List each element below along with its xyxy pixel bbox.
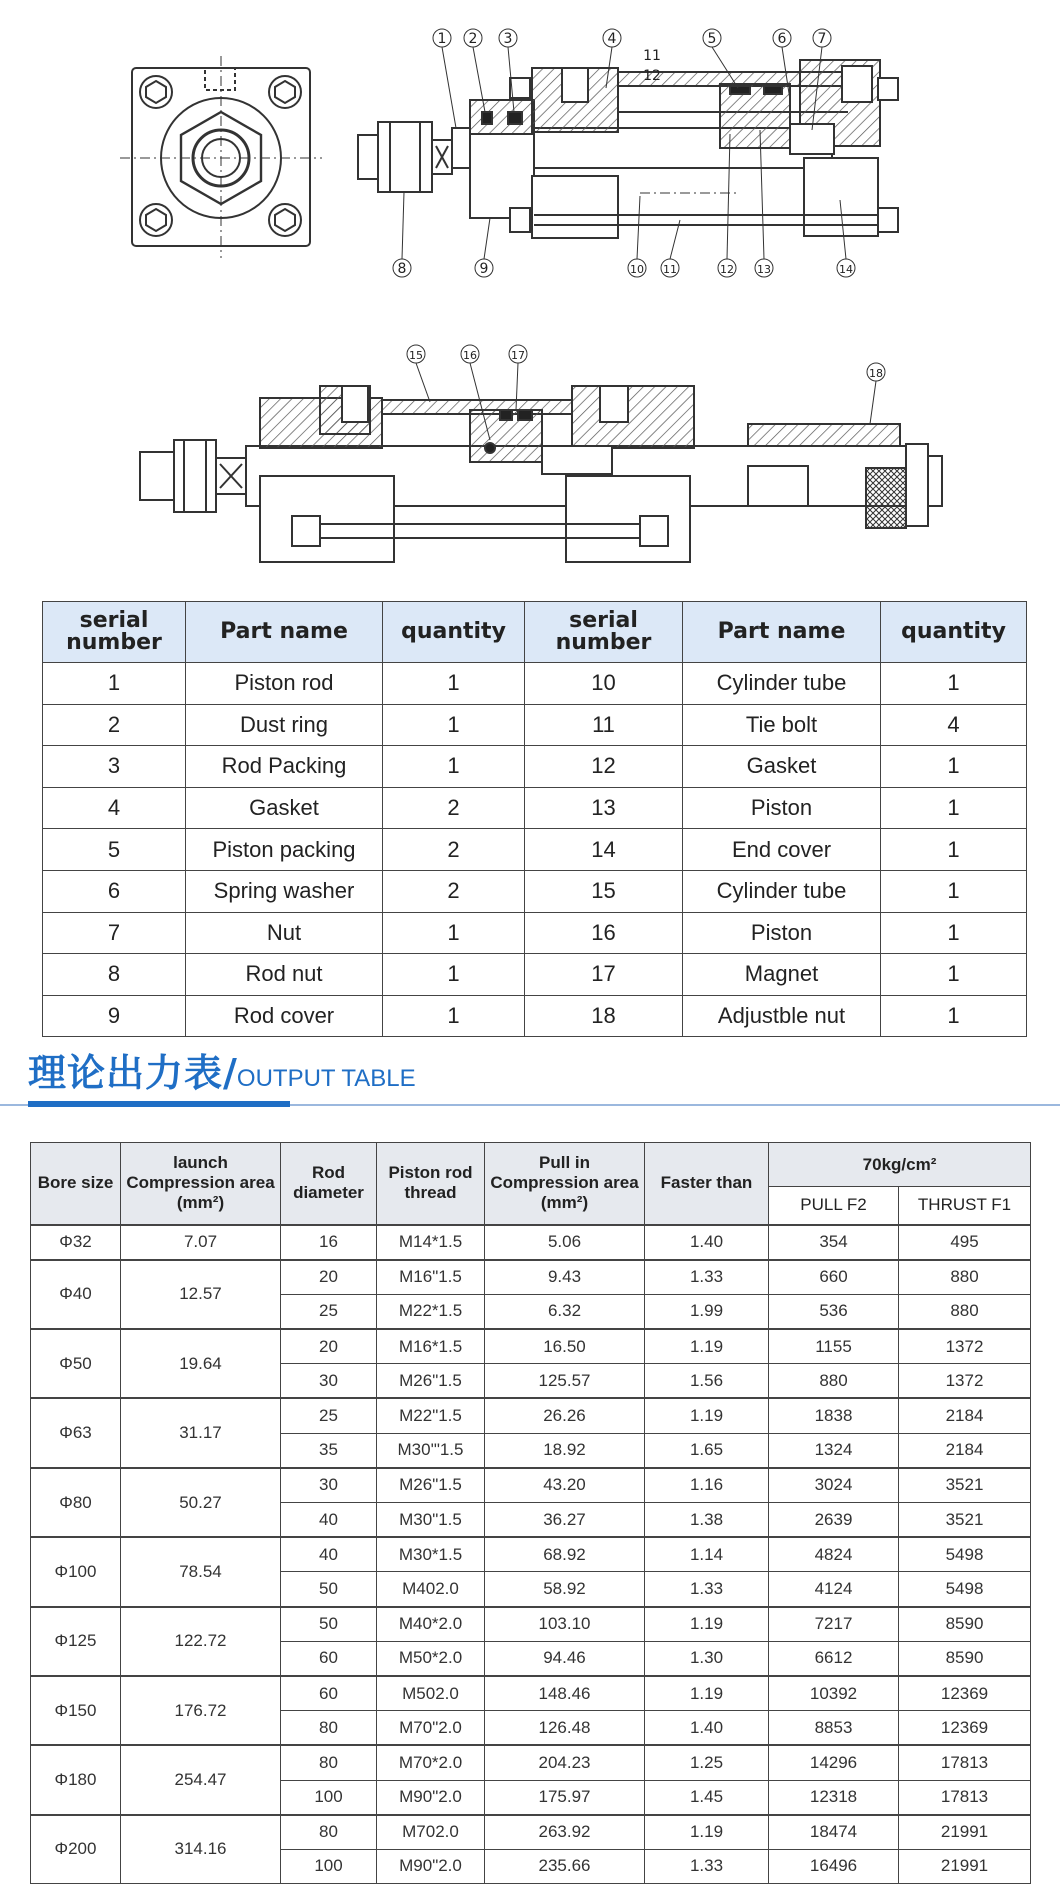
- quantity-cell: 1: [383, 954, 525, 996]
- quantity-cell: 1: [881, 663, 1027, 705]
- svg-text:2: 2: [468, 31, 478, 47]
- faster-than-cell: 1.40: [645, 1711, 769, 1746]
- quantity-cell: 2: [383, 870, 525, 912]
- thread-cell: M30"1.5: [377, 1503, 485, 1538]
- parts-table-body: [43, 663, 1027, 1037]
- header-pressure: 70kg/cm²: [769, 1143, 1031, 1187]
- rod-diameter-cell: 20: [281, 1260, 377, 1295]
- table-row: [43, 954, 1027, 996]
- pull-in-area-cell: 36.27: [485, 1503, 645, 1538]
- thread-cell: M26"1.5: [377, 1468, 485, 1503]
- rod-diameter-cell: 35: [281, 1433, 377, 1468]
- launch-area-cell: 12.57: [121, 1260, 281, 1329]
- pull-in-area-cell: 103.10: [485, 1607, 645, 1642]
- part-name-cell: Magnet: [683, 954, 881, 996]
- thrust-f1-cell: 495: [899, 1225, 1031, 1260]
- heading-slash: /: [223, 1051, 237, 1095]
- heading-accent-bar: [28, 1101, 290, 1107]
- table-row: [31, 1537, 1031, 1572]
- part-name-cell: Rod cover: [186, 995, 383, 1037]
- pull-in-area-cell: 58.92: [485, 1572, 645, 1607]
- thread-cell: M22"1.5: [377, 1398, 485, 1433]
- pull-f2-cell: 16496: [769, 1849, 899, 1883]
- pull-f2-cell: 2639: [769, 1503, 899, 1538]
- svg-text:17: 17: [511, 349, 525, 362]
- quantity-cell: 1: [881, 995, 1027, 1037]
- table-row: [43, 912, 1027, 954]
- part-name-cell: Gasket: [186, 787, 383, 829]
- rod-diameter-cell: 40: [281, 1503, 377, 1538]
- quantity-cell: 4: [881, 704, 1027, 746]
- bore-size-cell: Φ80: [31, 1468, 121, 1537]
- table-row: [43, 787, 1027, 829]
- serial-number-cell: 9: [43, 995, 186, 1037]
- cylinder-technical-drawing: [0, 0, 1060, 590]
- header-part-name: Part name: [186, 602, 383, 663]
- quantity-cell: 1: [881, 870, 1027, 912]
- serial-number-cell: 16: [525, 912, 683, 954]
- part-name-cell: Gasket: [683, 746, 881, 788]
- thrust-f1-cell: 12369: [899, 1711, 1031, 1746]
- part-name-cell: Piston packing: [186, 829, 383, 871]
- rod-diameter-cell: 80: [281, 1745, 377, 1780]
- bore-size-cell: Φ32: [31, 1225, 121, 1260]
- bore-size-cell: Φ63: [31, 1398, 121, 1467]
- bore-size-cell: Φ50: [31, 1329, 121, 1398]
- faster-than-cell: 1.25: [645, 1745, 769, 1780]
- quantity-cell: 1: [383, 746, 525, 788]
- rod-diameter-cell: 50: [281, 1607, 377, 1642]
- svg-text:18: 18: [869, 367, 883, 380]
- pull-in-area-cell: 26.26: [485, 1398, 645, 1433]
- bore-size-cell: Φ150: [31, 1676, 121, 1745]
- quantity-cell: 1: [383, 663, 525, 705]
- callout-17: [509, 345, 527, 363]
- bore-size-cell: Φ180: [31, 1745, 121, 1814]
- launch-area-cell: 50.27: [121, 1468, 281, 1537]
- table-row: [31, 1329, 1031, 1364]
- serial-number-cell: 10: [525, 663, 683, 705]
- callout-4: [603, 29, 621, 47]
- faster-than-cell: 1.19: [645, 1676, 769, 1711]
- callout-6: [773, 29, 791, 47]
- serial-number-cell: 6: [43, 870, 186, 912]
- pull-f2-cell: 6612: [769, 1641, 899, 1676]
- pull-f2-cell: 18474: [769, 1815, 899, 1850]
- serial-number-cell: 1: [43, 663, 186, 705]
- part-name-cell: Rod nut: [186, 954, 383, 996]
- thrust-f1-cell: 8590: [899, 1607, 1031, 1642]
- faster-than-cell: 1.19: [645, 1398, 769, 1433]
- serial-number-cell: 4: [43, 787, 186, 829]
- table-row: [31, 1676, 1031, 1711]
- part-name-cell: Adjustble nut: [683, 995, 881, 1037]
- thrust-f1-cell: 3521: [899, 1503, 1031, 1538]
- pull-f2-cell: 4124: [769, 1572, 899, 1607]
- serial-number-cell: 12: [525, 746, 683, 788]
- serial-number-cell: 17: [525, 954, 683, 996]
- faster-than-cell: 1.38: [645, 1503, 769, 1538]
- pull-f2-cell: 1838: [769, 1398, 899, 1433]
- pull-in-area-cell: 125.57: [485, 1364, 645, 1399]
- header-quantity: quantity: [383, 602, 525, 663]
- pull-f2-cell: 660: [769, 1260, 899, 1295]
- part-name-cell: Dust ring: [186, 704, 383, 746]
- rod-diameter-cell: 25: [281, 1398, 377, 1433]
- svg-text:12: 12: [720, 263, 734, 276]
- callout-3: [499, 29, 517, 47]
- svg-text:9: 9: [479, 261, 489, 277]
- table-row: [43, 746, 1027, 788]
- svg-text:16: 16: [463, 349, 477, 362]
- launch-area-cell: 176.72: [121, 1676, 281, 1745]
- pull-f2-cell: 10392: [769, 1676, 899, 1711]
- faster-than-cell: 1.33: [645, 1849, 769, 1883]
- pull-in-area-cell: 94.46: [485, 1641, 645, 1676]
- thrust-f1-cell: 21991: [899, 1849, 1031, 1883]
- output-table-body: [31, 1225, 1031, 1884]
- callout-14: [837, 259, 855, 277]
- table-row: [31, 1745, 1031, 1780]
- rod-diameter-cell: 30: [281, 1468, 377, 1503]
- faster-than-cell: 1.30: [645, 1641, 769, 1676]
- thread-cell: M14*1.5: [377, 1225, 485, 1260]
- faster-than-cell: 1.33: [645, 1260, 769, 1295]
- bore-size-cell: Φ40: [31, 1260, 121, 1329]
- svg-text:13: 13: [757, 263, 771, 276]
- header-serial-number: serial number: [525, 602, 683, 663]
- header-serial-number: serial number: [43, 602, 186, 663]
- thread-cell: M702.0: [377, 1815, 485, 1850]
- bore-size-cell: Φ125: [31, 1607, 121, 1676]
- table-row: [31, 1398, 1031, 1433]
- svg-text:11: 11: [663, 263, 677, 276]
- rod-diameter-cell: 30: [281, 1364, 377, 1399]
- part-name-cell: Cylinder tube: [683, 663, 881, 705]
- table-row: [31, 1225, 1031, 1260]
- table-row: [31, 1815, 1031, 1850]
- thrust-f1-cell: 1372: [899, 1364, 1031, 1399]
- quantity-cell: 1: [383, 912, 525, 954]
- launch-area-cell: 31.17: [121, 1398, 281, 1467]
- svg-text:5: 5: [707, 31, 717, 47]
- rod-diameter-cell: 50: [281, 1572, 377, 1607]
- rod-diameter-cell: 80: [281, 1711, 377, 1746]
- pull-in-area-cell: 204.23: [485, 1745, 645, 1780]
- thrust-f1-cell: 880: [899, 1260, 1031, 1295]
- part-name-cell: Cylinder tube: [683, 870, 881, 912]
- part-name-cell: Piston: [683, 787, 881, 829]
- thrust-f1-cell: 21991: [899, 1815, 1031, 1850]
- faster-than-cell: 1.16: [645, 1468, 769, 1503]
- rod-diameter-cell: 100: [281, 1849, 377, 1883]
- launch-area-cell: 78.54: [121, 1537, 281, 1606]
- thread-cell: M30'"1.5: [377, 1433, 485, 1468]
- faster-than-cell: 1.19: [645, 1607, 769, 1642]
- serial-number-cell: 14: [525, 829, 683, 871]
- part-name-cell: Tie bolt: [683, 704, 881, 746]
- parts-table: [42, 601, 1027, 1037]
- quantity-cell: 1: [383, 995, 525, 1037]
- callout-13: [755, 259, 773, 277]
- serial-number-cell: 3: [43, 746, 186, 788]
- thread-cell: M402.0: [377, 1572, 485, 1607]
- label-12: 12: [643, 68, 661, 84]
- thread-cell: M30*1.5: [377, 1537, 485, 1572]
- header-part-name: Part name: [683, 602, 881, 663]
- faster-than-cell: 1.45: [645, 1780, 769, 1815]
- callout-5: [703, 29, 721, 47]
- table-row: [43, 995, 1027, 1037]
- header-rod-diameter: Rod diameter: [281, 1143, 377, 1225]
- header-faster-than: Faster than: [645, 1143, 769, 1225]
- launch-area-cell: 19.64: [121, 1329, 281, 1398]
- callout-9: [475, 259, 493, 277]
- thrust-f1-cell: 3521: [899, 1468, 1031, 1503]
- svg-text:8: 8: [397, 261, 407, 277]
- rod-diameter-cell: 16: [281, 1225, 377, 1260]
- quantity-cell: 1: [881, 787, 1027, 829]
- svg-text:14: 14: [839, 263, 853, 276]
- header-pull-f2: PULL F2: [769, 1187, 899, 1225]
- pull-in-area-cell: 263.92: [485, 1815, 645, 1850]
- quantity-cell: 1: [881, 912, 1027, 954]
- pull-in-area-cell: 9.43: [485, 1260, 645, 1295]
- quantity-cell: 1: [383, 704, 525, 746]
- faster-than-cell: 1.65: [645, 1433, 769, 1468]
- callout-1: [433, 29, 451, 47]
- pull-in-area-cell: 16.50: [485, 1329, 645, 1364]
- quantity-cell: 2: [383, 829, 525, 871]
- faster-than-cell: 1.40: [645, 1225, 769, 1260]
- thrust-f1-cell: 5498: [899, 1572, 1031, 1607]
- launch-area-cell: 314.16: [121, 1815, 281, 1884]
- pull-f2-cell: 536: [769, 1294, 899, 1329]
- quantity-cell: 1: [881, 829, 1027, 871]
- heading-english: OUTPUT TABLE: [236, 1065, 416, 1092]
- launch-area-cell: 122.72: [121, 1607, 281, 1676]
- pull-in-area-cell: 18.92: [485, 1433, 645, 1468]
- pull-in-area-cell: 5.06: [485, 1225, 645, 1260]
- pull-in-area-cell: 175.97: [485, 1780, 645, 1815]
- pull-f2-cell: 12318: [769, 1780, 899, 1815]
- callout-11: [661, 259, 679, 277]
- lower-section-view: [140, 386, 942, 562]
- thrust-f1-cell: 2184: [899, 1433, 1031, 1468]
- pull-in-area-cell: 235.66: [485, 1849, 645, 1883]
- thread-cell: M502.0: [377, 1676, 485, 1711]
- callout-12: [718, 259, 736, 277]
- serial-number-cell: 13: [525, 787, 683, 829]
- header-quantity: quantity: [881, 602, 1027, 663]
- thrust-f1-cell: 1372: [899, 1329, 1031, 1364]
- thrust-f1-cell: 8590: [899, 1641, 1031, 1676]
- thrust-f1-cell: 12369: [899, 1676, 1031, 1711]
- faster-than-cell: 1.33: [645, 1572, 769, 1607]
- pull-in-area-cell: 68.92: [485, 1537, 645, 1572]
- quantity-cell: 1: [881, 746, 1027, 788]
- launch-area-cell: 7.07: [121, 1225, 281, 1260]
- callout-15: [407, 345, 425, 363]
- label-11: 11: [643, 48, 661, 64]
- thread-cell: M22*1.5: [377, 1294, 485, 1329]
- thread-cell: M16"1.5: [377, 1260, 485, 1295]
- end-view: [120, 56, 322, 258]
- serial-number-cell: 2: [43, 704, 186, 746]
- pull-in-area-cell: 43.20: [485, 1468, 645, 1503]
- part-name-cell: Piston: [683, 912, 881, 954]
- table-row: [31, 1260, 1031, 1295]
- thread-cell: M70*2.0: [377, 1745, 485, 1780]
- table-row: [43, 704, 1027, 746]
- header-thrust-f1: THRUST F1: [899, 1187, 1031, 1225]
- heading-chinese: 理论出力表: [28, 1051, 224, 1095]
- quantity-cell: 1: [881, 954, 1027, 996]
- faster-than-cell: 1.99: [645, 1294, 769, 1329]
- rod-diameter-cell: 100: [281, 1780, 377, 1815]
- faster-than-cell: 1.19: [645, 1329, 769, 1364]
- rod-diameter-cell: 25: [281, 1294, 377, 1329]
- svg-text:15: 15: [409, 349, 423, 362]
- serial-number-cell: 11: [525, 704, 683, 746]
- thread-cell: M90"2.0: [377, 1780, 485, 1815]
- quantity-cell: 2: [383, 787, 525, 829]
- thread-cell: M16*1.5: [377, 1329, 485, 1364]
- thrust-f1-cell: 17813: [899, 1745, 1031, 1780]
- svg-text:7: 7: [817, 31, 827, 47]
- faster-than-cell: 1.19: [645, 1815, 769, 1850]
- thread-cell: M40*2.0: [377, 1607, 485, 1642]
- pull-in-area-cell: 126.48: [485, 1711, 645, 1746]
- table-row: [31, 1468, 1031, 1503]
- thread-cell: M90"2.0: [377, 1849, 485, 1883]
- part-name-cell: Rod Packing: [186, 746, 383, 788]
- serial-number-cell: 15: [525, 870, 683, 912]
- output-table: [30, 1142, 1031, 1884]
- header-launch-area: launch Compression area (mm²): [121, 1143, 281, 1225]
- callout-10: [628, 259, 646, 277]
- bore-size-cell: Φ100: [31, 1537, 121, 1606]
- serial-number-cell: 8: [43, 954, 186, 996]
- parts-table-header: [43, 602, 1027, 663]
- bore-size-cell: Φ200: [31, 1815, 121, 1884]
- header-pull-in-area: Pull in Compression area (mm²): [485, 1143, 645, 1225]
- part-name-cell: Spring washer: [186, 870, 383, 912]
- pull-in-area-cell: 6.32: [485, 1294, 645, 1329]
- table-row: [43, 870, 1027, 912]
- callout-16: [461, 345, 479, 363]
- launch-area-cell: 254.47: [121, 1745, 281, 1814]
- pull-in-area-cell: 148.46: [485, 1676, 645, 1711]
- callout-18: [867, 363, 885, 381]
- header-piston-rod-thread: Piston rod thread: [377, 1143, 485, 1225]
- pull-f2-cell: 1155: [769, 1329, 899, 1364]
- table-row: [31, 1607, 1031, 1642]
- serial-number-cell: 7: [43, 912, 186, 954]
- svg-text:4: 4: [607, 31, 617, 47]
- pull-f2-cell: 3024: [769, 1468, 899, 1503]
- thrust-f1-cell: 2184: [899, 1398, 1031, 1433]
- callout-7: [813, 29, 831, 47]
- svg-text:1: 1: [437, 31, 447, 47]
- thrust-f1-cell: 17813: [899, 1780, 1031, 1815]
- part-name-cell: Piston rod: [186, 663, 383, 705]
- pull-f2-cell: 7217: [769, 1607, 899, 1642]
- pull-f2-cell: 8853: [769, 1711, 899, 1746]
- rod-diameter-cell: 40: [281, 1537, 377, 1572]
- callout-2: [464, 29, 482, 47]
- output-header-row: [31, 1143, 1031, 1187]
- header-bore-size: Bore size: [31, 1143, 121, 1225]
- thread-cell: M26"1.5: [377, 1364, 485, 1399]
- svg-text:10: 10: [630, 263, 644, 276]
- pull-f2-cell: 880: [769, 1364, 899, 1399]
- thrust-f1-cell: 5498: [899, 1537, 1031, 1572]
- faster-than-cell: 1.14: [645, 1537, 769, 1572]
- pull-f2-cell: 1324: [769, 1433, 899, 1468]
- thrust-f1-cell: 880: [899, 1294, 1031, 1329]
- callout-8: [393, 259, 411, 277]
- rod-diameter-cell: 60: [281, 1676, 377, 1711]
- table-row: [43, 829, 1027, 871]
- svg-text:3: 3: [503, 31, 513, 47]
- thread-cell: M70"2.0: [377, 1711, 485, 1746]
- rod-diameter-cell: 20: [281, 1329, 377, 1364]
- table-row: [43, 663, 1027, 705]
- serial-number-cell: 5: [43, 829, 186, 871]
- faster-than-cell: 1.56: [645, 1364, 769, 1399]
- pull-f2-cell: 4824: [769, 1537, 899, 1572]
- part-name-cell: Nut: [186, 912, 383, 954]
- pull-f2-cell: 354: [769, 1225, 899, 1260]
- thread-cell: M50*2.0: [377, 1641, 485, 1676]
- rod-diameter-cell: 60: [281, 1641, 377, 1676]
- rod-diameter-cell: 80: [281, 1815, 377, 1850]
- pull-f2-cell: 14296: [769, 1745, 899, 1780]
- svg-text:6: 6: [777, 31, 787, 47]
- part-name-cell: End cover: [683, 829, 881, 871]
- serial-number-cell: 18: [525, 995, 683, 1037]
